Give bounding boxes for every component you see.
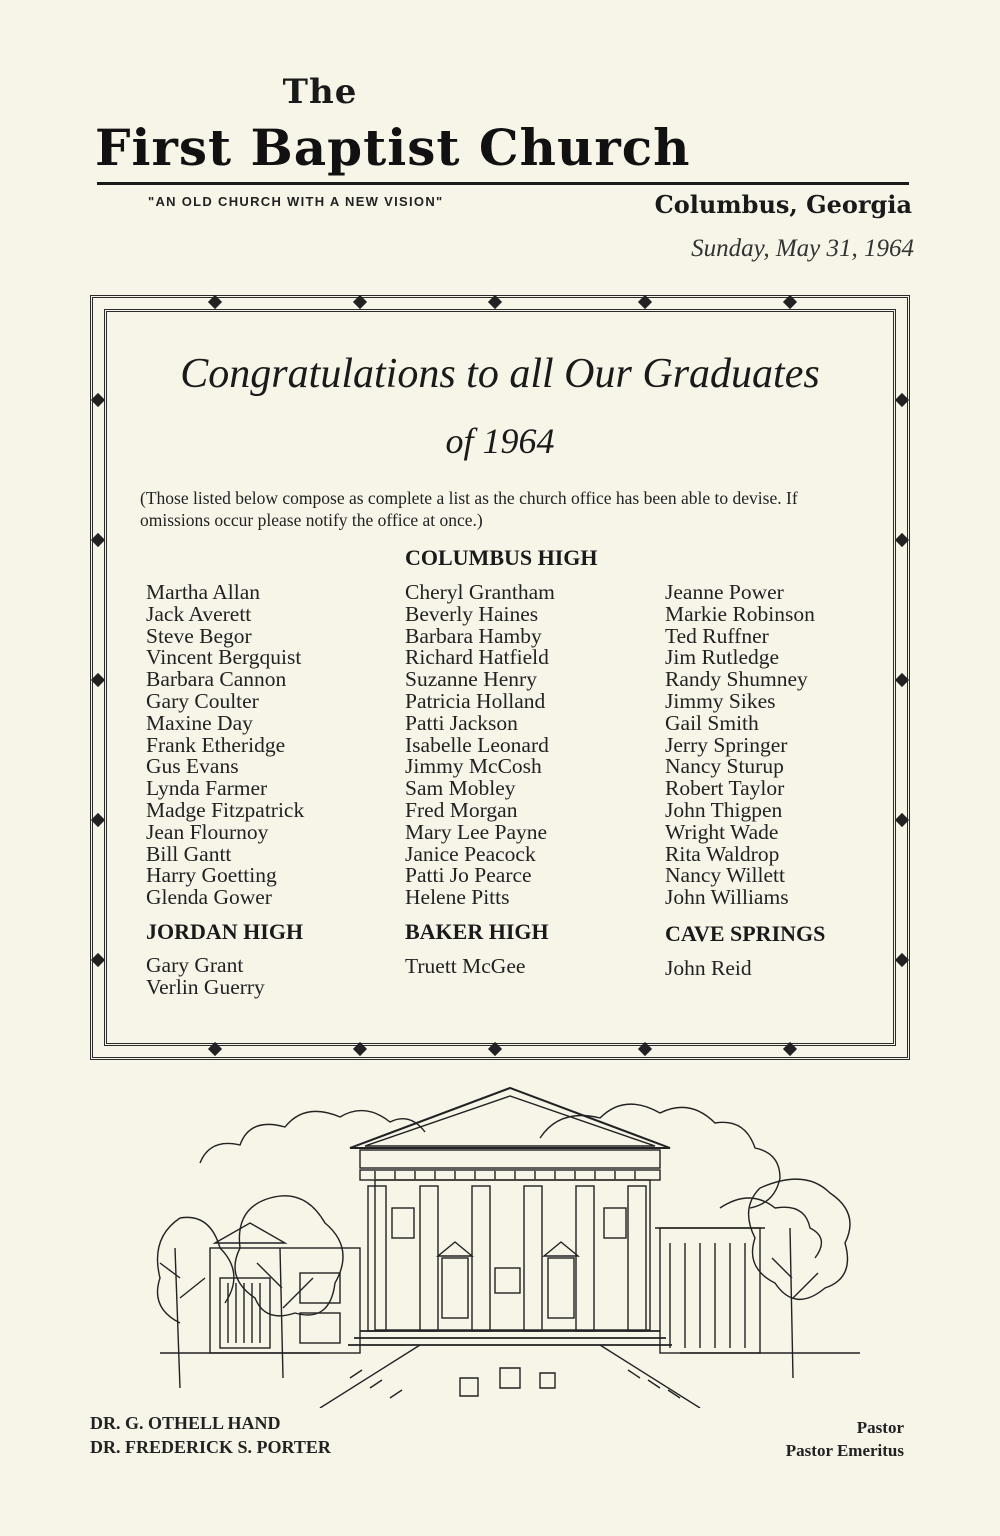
graduate-name: Markie Robinson (665, 601, 815, 626)
graduates-headline: Congratulations to all Our Graduates (180, 351, 820, 397)
school-heading-baker: BAKER HIGH (405, 919, 549, 944)
graduate-name: Beverly Haines (405, 601, 539, 626)
graduate-name: Jimmy Sikes (665, 688, 776, 713)
graduate-name: Patti Jo Pearce (405, 863, 532, 888)
graduate-name: Vincent Bergquist (146, 645, 302, 670)
graduate-name: Jack Averett (146, 601, 252, 626)
graduate-name: Helene Pitts (405, 885, 510, 910)
cave-springs-list (665, 958, 752, 980)
graduate-name: Gus Evans (146, 754, 239, 779)
graduate-name: Truett McGee (405, 954, 526, 978)
graduate-name: Patricia Holland (405, 688, 546, 713)
graduate-name: John Reid (665, 956, 752, 980)
graduate-name: Mary Lee Payne (405, 819, 548, 844)
graduate-name: Jerry Springer (665, 732, 788, 757)
graduate-name: Frank Etheridge (146, 732, 286, 757)
graduate-name: Barbara Hamby (405, 623, 542, 648)
graduate-name: John Williams (665, 885, 789, 910)
pastor-name: DR. G. OTHELL HAND (90, 1413, 281, 1433)
school-heading-cave-springs: CAVE SPRINGS (665, 921, 826, 946)
bulletin-date: Sunday, May 31, 1964 (691, 235, 914, 262)
pastor-title: Pastor (856, 1418, 904, 1437)
graduate-name: Gary Coulter (146, 688, 259, 713)
graduate-name: Isabelle Leonard (405, 732, 549, 757)
graduate-name: Jimmy McCosh (405, 754, 542, 779)
graduate-name: Steve Begor (146, 623, 252, 648)
graduate-name: Verlin Guerry (146, 974, 265, 999)
pastor-emeritus-name: DR. FREDERICK S. PORTER (90, 1437, 331, 1457)
graduate-name: Janice Peacock (405, 841, 536, 866)
jordan-list (146, 955, 265, 999)
graduate-name: Rita Waldrop (665, 841, 780, 866)
graduate-name: Wright Wade (665, 819, 779, 844)
masthead-the: The (282, 72, 358, 112)
graduate-name: Gary Grant (146, 953, 244, 977)
graduate-name: Robert Taylor (665, 776, 785, 801)
graduate-name: Fred Morgan (405, 797, 518, 822)
graduate-name: Jim Rutledge (665, 645, 780, 670)
graduate-name: Nancy Willett (665, 863, 785, 888)
pastor-emeritus-title: Pastor Emeritus (785, 1441, 904, 1460)
school-heading-columbus: COLUMBUS HIGH (405, 545, 598, 570)
church-name: First Baptist Church (95, 118, 691, 177)
graduate-name: Gail Smith (665, 710, 759, 735)
graduates-year: of 1964 (445, 421, 555, 461)
graduate-name: Jean Flournoy (146, 819, 269, 844)
school-heading-jordan: JORDAN HIGH (146, 919, 304, 944)
columbus-list-col1 (146, 582, 304, 909)
graduate-name: Maxine Day (146, 710, 253, 735)
graduate-name: Suzanne Henry (405, 667, 537, 692)
columbus-list-col2 (405, 582, 555, 909)
graduate-name: Nancy Sturup (665, 754, 784, 779)
graduate-name: Randy Shumney (665, 667, 808, 692)
church-building-illustration (120, 1078, 880, 1408)
graduate-name: Martha Allan (146, 580, 261, 604)
graduate-name: Patti Jackson (405, 710, 518, 735)
baker-list (405, 956, 525, 978)
graduate-name: Bill Gantt (146, 841, 232, 866)
graduate-name: John Thigpen (665, 797, 783, 822)
church-motto: "AN OLD CHURCH WITH A NEW VISION" (148, 194, 444, 209)
graduate-name: Cheryl Grantham (405, 580, 555, 604)
graduate-name: Glenda Gower (146, 885, 272, 910)
church-location: Columbus, Georgia (654, 190, 912, 219)
graduate-name: Richard Hatfield (405, 645, 549, 670)
graduate-name: Sam Mobley (405, 776, 516, 801)
graduate-name: Ted Ruffner (665, 623, 769, 648)
graduate-name: Lynda Farmer (146, 776, 268, 801)
columbus-list-col3 (665, 582, 815, 909)
omissions-note: (Those listed below compose as complete a list as the church office has been able to devise. If omissions occur please notify the office at once.) (140, 488, 798, 530)
graduate-name: Madge Fitzpatrick (146, 797, 305, 822)
masthead-rule (97, 182, 909, 185)
graduate-name: Harry Goetting (146, 863, 277, 888)
graduate-name: Jeanne Power (665, 580, 784, 604)
graduate-name: Barbara Cannon (146, 667, 287, 692)
